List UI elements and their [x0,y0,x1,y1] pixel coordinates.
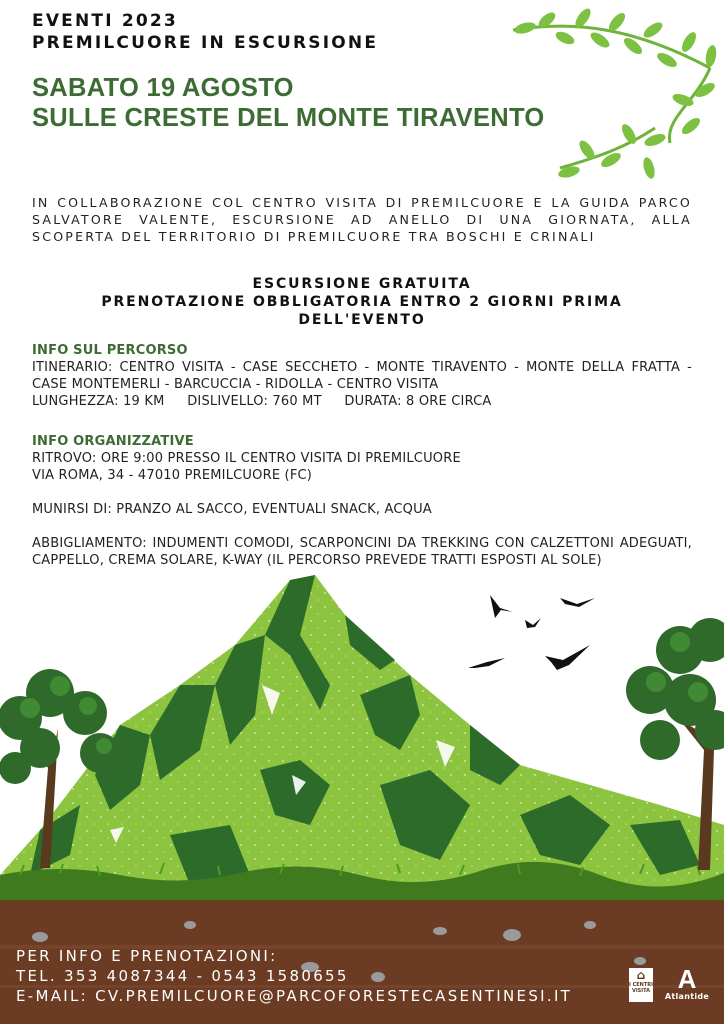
eyebrow-line-1: EVENTI 2023 [32,11,178,31]
route-title: INFO SUL PERCORSO [32,343,188,358]
route-duration: DURATA: 8 ORE CIRCA [344,394,492,409]
bird-icon [465,590,605,680]
route-length: LUNGHEZZA: 19 KM [32,394,165,409]
contact-label: PER INFO E PRENOTAZIONI: [16,947,278,965]
event-headline [32,73,545,133]
clothing-list: ABBIGLIAMENTO: INDUMENTI COMODI, SCARPONCINI DA TREKKING CON CALZETTONI ADEGUATI, CAPPELLO, CREMA SOLARE, K-WAY (IL PERCORSO PREVEDE TRATTI ESPOSTI AL SOLE) [32,536,692,568]
route-stats [32,393,692,410]
notice-line-3: DELL'EVENTO [298,312,426,328]
organization-title: INFO ORGANIZZATIVE [32,434,194,449]
tree-icon [620,610,724,875]
booking-notice [40,275,684,329]
route-elevation: DISLIVELLO: 760 MT [187,394,322,409]
bring-list: MUNIRSI DI: PRANZO AL SACCO, EVENTUALI SNACK, ACQUA [32,502,432,517]
event-title: SULLE CRESTE DEL MONTE TIRAVENTO [32,104,545,132]
meeting-point: RITROVO: ORE 9:00 PRESSO IL CENTRO VISITA DI PREMILCUORE [32,451,461,466]
house-icon: ⌂ [636,968,646,982]
meeting-address: VIA ROMA, 34 - 47010 PREMILCUORE (FC) [32,468,313,483]
logo-line-2: VISITA [631,988,651,994]
logo-line-1: I CENTRI [629,982,653,988]
notice-line-1: ESCURSIONE GRATUITA [252,276,472,292]
atlantide-word: Atlantide [664,992,710,1001]
atlantide-glyph: A [677,964,697,994]
tree-icon [0,658,130,873]
contact-phone: TEL. 353 4087344 - 0543 1580655 [16,967,349,985]
contact-footer [16,946,572,1006]
event-series [32,10,378,54]
atlantide-logo [664,966,710,1001]
notice-line-2: PRENOTAZIONE OBBLIGATORIA ENTRO 2 GIORNI PRIMA [101,294,623,310]
eyebrow-line-2: PREMILCUORE IN ESCURSIONE [32,33,379,53]
route-itinerary: ITINERARIO: CENTRO VISITA - CASE SECCHETO - MONTE TIRAVENTO - MONTE DELLA FRATTA - CASE MONTEMERLI - BARCUCCIA - RIDOLLA - CENTRO VISITA [32,360,692,392]
organization-section [32,434,692,569]
intro-paragraph: IN COLLABORAZIONE COL CENTRO VISITA DI PREMILCUORE E LA GUIDA PARCO SALVATORE VALENTE, ESCURSIONE AD ANELLO DI UNA GIORNATA, ALLA SCOPERTA DEL TERRITORIO DI PREMILCUORE TRA BOSCHI E CRINALI [32,195,692,244]
event-date: SABATO 19 AGOSTO [32,74,294,102]
contact-email[interactable]: E-MAIL: CV.PREMILCUORE@PARCOFORESTECASENTINESI.IT [16,987,573,1005]
centri-visita-logo [629,968,653,1002]
route-section [32,343,692,410]
